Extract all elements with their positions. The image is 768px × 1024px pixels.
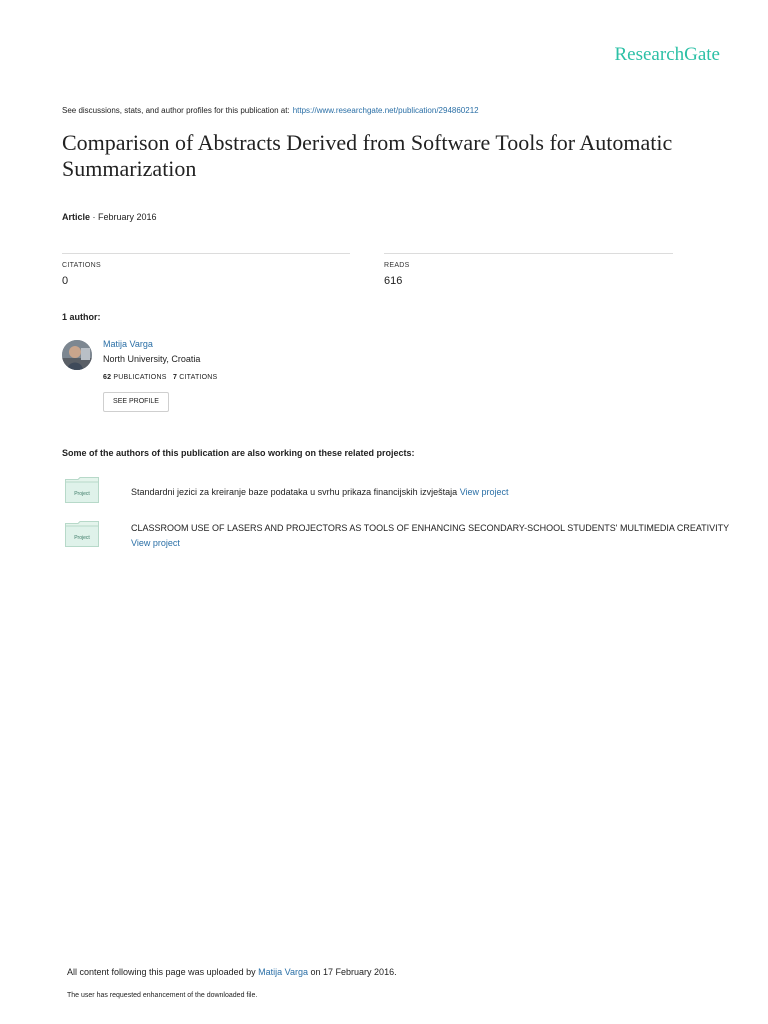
author-publications-count: 62: [103, 374, 112, 381]
upload-prefix: All content following this page was uploaded by: [67, 967, 256, 977]
author-citations-label: CITATIONS: [179, 374, 218, 381]
citations-divider: [62, 253, 350, 254]
project-title: Standardni jezici za kreiranje baze podataka u svrhu prikaza financijskih izvještaja: [131, 487, 458, 497]
publication-date: · February 2016: [90, 212, 157, 222]
author-avatar[interactable]: [62, 340, 92, 370]
project-icon[interactable]: [65, 477, 99, 508]
author-citations-count: 7: [173, 374, 178, 381]
researchgate-logo[interactable]: ResearchGate: [614, 44, 720, 65]
enhancement-note: The user has requested enhancement of the downloaded file.: [67, 992, 258, 999]
project-icon-label: Project: [74, 535, 90, 541]
author-name-link[interactable]: Matija Varga: [103, 339, 153, 349]
reads-count: 616: [384, 275, 403, 287]
related-projects-heading: Some of the authors of this publication are also working on these related projects:: [62, 448, 415, 458]
publication-title: Comparison of Abstracts Derived from Software Tools for Automatic Summarization: [62, 130, 673, 181]
authors-heading: 1 author:: [62, 312, 101, 322]
project-icon-label: Project: [74, 491, 90, 497]
upload-notice: [67, 967, 397, 977]
project-folder-icon: [65, 521, 99, 547]
publication-url-link[interactable]: https://www.researchgate.net/publication/294860212: [292, 106, 479, 115]
publication-meta: [62, 212, 157, 222]
discussion-text: See discussions, stats, and author profiles for this publication at:: [62, 106, 290, 115]
project-folder-icon: [65, 477, 99, 503]
upload-suffix: on 17 February 2016.: [310, 967, 397, 977]
project-item: [131, 521, 731, 551]
uploader-link[interactable]: Matija Varga: [258, 967, 308, 977]
project-icon[interactable]: [65, 521, 99, 552]
author-stats: [103, 374, 217, 381]
author-affiliation: North University, Croatia: [103, 354, 201, 364]
reads-divider: [384, 253, 673, 254]
view-project-link[interactable]: View project: [131, 538, 180, 548]
discussion-line: [62, 106, 479, 115]
publication-type: Article: [62, 212, 91, 222]
author-photo-icon: [62, 340, 92, 370]
view-project-link[interactable]: View project: [459, 487, 509, 497]
project-title: CLASSROOM USE OF LASERS AND PROJECTORS AS TOOLS OF ENHANCING SECONDARY-SCHOOL STUDENTS' MULTIMEDIA CREATIVITY: [131, 523, 730, 533]
citations-count: 0: [62, 275, 69, 287]
project-item: [131, 485, 731, 500]
reads-label: READS: [384, 262, 410, 269]
see-profile-button[interactable]: SEE PROFILE: [103, 392, 169, 412]
author-publications-label: PUBLICATIONS: [113, 374, 167, 381]
citations-label: CITATIONS: [62, 262, 101, 269]
